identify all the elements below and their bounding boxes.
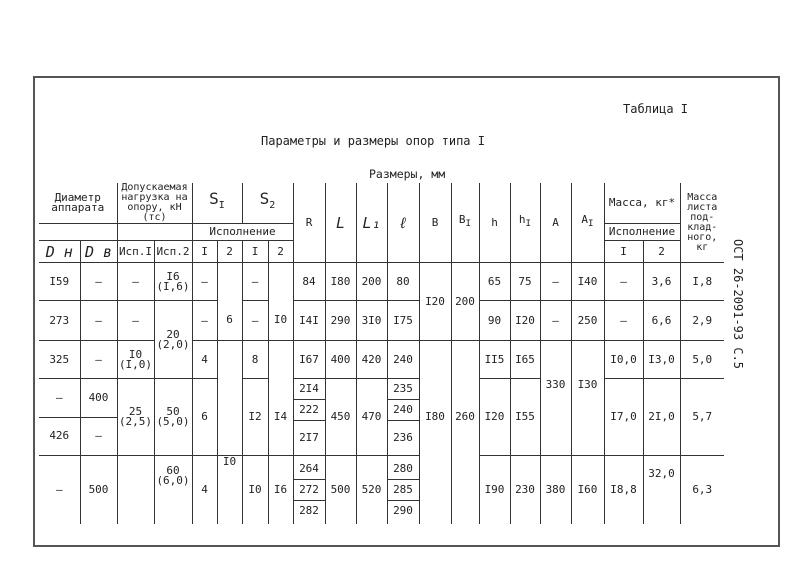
r2-R: I4I — [293, 301, 325, 341]
document-sheet — [33, 76, 780, 547]
header-A1 — [571, 183, 604, 263]
r2-s2-1: – — [242, 301, 268, 341]
header-h1-letter: h — [518, 213, 526, 227]
r4-dv: 400 — [80, 379, 117, 418]
r3-s2-1: 8 — [242, 341, 268, 379]
r6-R-2: 272 — [294, 480, 325, 501]
r6-B — [419, 456, 451, 524]
r2-s1-1: – — [192, 301, 217, 341]
r3-dn: 325 — [39, 341, 80, 379]
r3-A1 — [571, 341, 604, 379]
r1-A1: I40 — [571, 263, 604, 301]
r6-m2: 32,0 — [643, 456, 680, 524]
r45-s1-2 — [217, 379, 242, 456]
r45-l-2: 240 — [388, 400, 419, 421]
r6-R-1: 264 — [294, 459, 325, 480]
table-title: Параметры и размеры опор типа I — [261, 134, 485, 148]
r2-L1: 3I0 — [356, 301, 387, 341]
r3-L: 400 — [325, 341, 356, 379]
r1-s1-2 — [217, 263, 242, 301]
r3-h1: I65 — [510, 341, 540, 379]
r45-A: 330 — [540, 379, 571, 456]
r1-s1-1: – — [192, 263, 217, 301]
r3-s1-2 — [217, 341, 242, 379]
header-A1-sub: I — [588, 218, 594, 230]
r2-m1: – — [604, 301, 643, 341]
header-load: Допускаемая нагрузка на опору, кН (тс) — [117, 183, 192, 224]
header-A1-letter: A — [581, 213, 589, 227]
header-Dn: D н — [39, 241, 80, 263]
header-Dv: D в — [80, 241, 117, 263]
r1-isp1: – — [117, 263, 154, 301]
r6-L: 500 — [325, 456, 356, 524]
r3-s1-1: 4 — [192, 341, 217, 379]
header-h1 — [510, 183, 540, 263]
header-L1: L₁ — [356, 183, 387, 263]
header-isp2: Исп.2 — [154, 241, 192, 263]
header-isp1: Исп.I — [117, 241, 154, 263]
header-mass-execution: Исполнение — [604, 224, 680, 241]
header-R: R — [293, 183, 325, 263]
r3-B — [419, 341, 451, 379]
header-s1-exec2: 2 — [217, 241, 242, 263]
sizes-label: Размеры, мм — [369, 167, 446, 181]
r4-dn: – — [39, 379, 80, 418]
document-side-code: ОСТ 26-2091-93 С.5 — [731, 238, 745, 370]
header-diameter: Диаметр аппарата — [39, 183, 117, 224]
r2-A: – — [540, 301, 571, 341]
r45-sm: 5,7 — [680, 379, 724, 456]
r2-m2: 6,6 — [643, 301, 680, 341]
table-caption: Таблица I — [623, 102, 689, 116]
r1-A: – — [540, 263, 571, 301]
header-h: h — [479, 183, 510, 263]
r1-m1: – — [604, 263, 643, 301]
r3-isp1: I0 (I,0) — [117, 341, 154, 379]
r6-l-1: 280 — [388, 459, 419, 480]
header-load-blank — [117, 224, 192, 241]
r6-dn: – — [55, 482, 63, 496]
header-s1-letter: S — [209, 189, 219, 209]
r1-m2: 3,6 — [643, 263, 680, 301]
r6-isp1 — [117, 456, 154, 524]
header-h1-sub: I — [525, 218, 532, 230]
r2-s2-2: I0 — [268, 301, 293, 341]
r3-R: I67 — [293, 341, 325, 379]
r45-L: 450 — [325, 379, 356, 456]
header-execution: Исполнение — [192, 224, 293, 241]
r45-h: I20 — [479, 379, 510, 456]
r6-l-2: 285 — [388, 480, 419, 501]
r1-dv: – — [80, 263, 117, 301]
r12-B1: 200 — [451, 263, 479, 341]
r45-isp1: 25 (2,5) — [117, 379, 154, 456]
r2-h1: I20 — [510, 301, 540, 341]
r1-L1: 200 — [356, 263, 387, 301]
r3-A — [540, 341, 571, 379]
header-s1-sub: I — [218, 200, 225, 212]
r6-s2-1: I0 — [242, 456, 268, 524]
r45-m1: I7,0 — [604, 379, 643, 456]
r6-R — [293, 456, 325, 524]
supports-table — [39, 183, 724, 524]
header-B: B — [419, 183, 451, 263]
r45-B1: 260 — [451, 379, 479, 456]
r1-dn: I59 — [39, 263, 80, 301]
r45-A1: I30 — [571, 379, 604, 456]
r3-sm: 5,0 — [680, 341, 724, 379]
header-s2-letter: S — [259, 189, 270, 209]
r6-h: I90 — [479, 456, 510, 524]
r1-L: I80 — [325, 263, 356, 301]
r6-s1-1: 4 — [192, 456, 217, 524]
r45-l — [387, 379, 419, 456]
r45-m2: 2I,0 — [643, 379, 680, 456]
header-s1 — [192, 183, 242, 224]
r45-R — [293, 379, 325, 456]
r6-s2-2: I6 — [268, 456, 293, 524]
r3-dv: – — [80, 341, 117, 379]
r23-isp2: 20 (2,0) — [154, 301, 192, 379]
r45-l-1: 235 — [388, 379, 419, 400]
r6-m1: I8,8 — [604, 456, 643, 524]
r1-R: 84 — [293, 263, 325, 301]
r1-l: 80 — [387, 263, 419, 301]
header-s2-exec1: I — [242, 241, 268, 263]
r2-dn: 273 — [39, 301, 80, 341]
r6-dv: 500 — [80, 456, 117, 524]
r2-A1: 250 — [571, 301, 604, 341]
r6-sm: 6,3 — [680, 456, 724, 524]
r6-isp2: 60 (6,0) — [154, 456, 192, 524]
r1-h1: 75 — [510, 263, 540, 301]
r5-dv: – — [80, 417, 117, 456]
r1-s2-2 — [268, 263, 293, 301]
r1-s2-1: – — [242, 263, 268, 301]
header-s1-exec1: I — [192, 241, 217, 263]
r3-m1: I0,0 — [604, 341, 643, 379]
r45-s2-1: I2 — [242, 379, 268, 456]
r6-h1: 230 — [510, 456, 540, 524]
header-l: ℓ — [387, 183, 419, 263]
header-diameter-blank — [39, 224, 117, 241]
header-s2-exec2: 2 — [268, 241, 293, 263]
r6-l — [387, 456, 419, 524]
r3-l: 240 — [387, 341, 419, 379]
r3-h: II5 — [479, 341, 510, 379]
r2-s1-2: 6 — [217, 301, 242, 341]
r1-sm: I,8 — [680, 263, 724, 301]
r45-l-3: 236 — [393, 431, 413, 444]
r2-sm: 2,9 — [680, 301, 724, 341]
r2-h: 90 — [479, 301, 510, 341]
r3-B1 — [451, 341, 479, 379]
header-mass-exec1: I — [604, 241, 643, 263]
header-A: A — [540, 183, 571, 263]
r45-isp2: 50 (5,0) — [154, 379, 192, 456]
r2-dv: – — [80, 301, 117, 341]
r45-R-2: 222 — [294, 400, 325, 421]
r6-A1: I60 — [571, 456, 604, 524]
r3-s2-2 — [268, 341, 293, 379]
header-B1 — [451, 183, 479, 263]
r2-isp1: – — [117, 301, 154, 341]
r5-dn: 426 — [39, 417, 80, 456]
r45-B: I80 — [419, 379, 451, 456]
r6-L1: 520 — [356, 456, 387, 524]
header-s2-sub: 2 — [269, 200, 276, 212]
r45-R-3: 2I7 — [299, 431, 319, 444]
r3-m2: I3,0 — [643, 341, 680, 379]
header-mass: Масса, кг* — [604, 183, 680, 224]
r6-B1 — [451, 456, 479, 524]
header-sheet-mass: Масса листа под-клад-ного, кг — [680, 183, 724, 263]
r45-R-1: 2I4 — [294, 379, 325, 400]
header-mass-exec2: 2 — [643, 241, 680, 263]
r1-h: 65 — [479, 263, 510, 301]
r6-A: 380 — [540, 456, 571, 524]
r45-h1: I55 — [510, 379, 540, 456]
r45-L1: 470 — [356, 379, 387, 456]
r6-l-3: 290 — [393, 503, 413, 517]
header-B1-sub: I — [465, 218, 472, 230]
header-s2 — [242, 183, 293, 224]
header-L: L — [325, 183, 356, 263]
r6-s1-2: I0 — [217, 456, 242, 524]
header-B1-letter: B — [458, 213, 466, 227]
r45-s1-1: 6 — [192, 379, 217, 456]
r6-R-3: 282 — [299, 503, 319, 517]
r45-s2-2: I4 — [268, 379, 293, 456]
r2-l: I75 — [387, 301, 419, 341]
r12-B: I20 — [419, 263, 451, 341]
r1-isp2: I6 (I,6) — [154, 263, 192, 301]
r2-L: 290 — [325, 301, 356, 341]
r3-L1: 420 — [356, 341, 387, 379]
